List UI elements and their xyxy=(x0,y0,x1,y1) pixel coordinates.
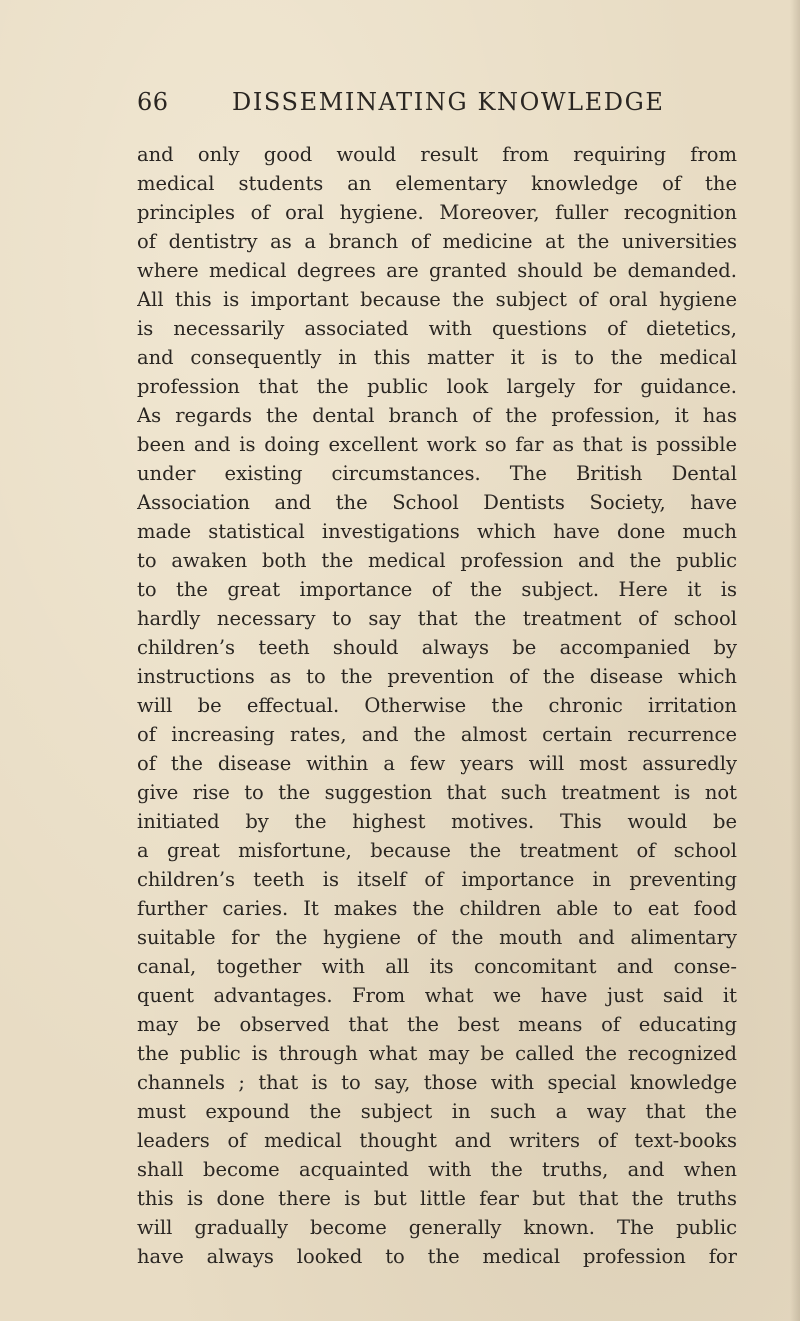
running-head: DISSEMINATING KNOWLEDGE xyxy=(232,88,665,116)
text-line: this is done there is but little fear but that the truths xyxy=(137,1187,737,1210)
text-line: of dentistry as a branch of medicine at the universities xyxy=(137,230,737,253)
text-line: As regards the dental branch of the profession, it has xyxy=(137,404,737,427)
text-line: to the great importance of the subject. Here it is xyxy=(137,578,737,601)
text-line: will be effectual. Otherwise the chronic irritation xyxy=(137,694,737,717)
text-line: of increasing rates, and the almost certain recurrence xyxy=(137,723,737,746)
body-text xyxy=(137,140,737,1271)
text-line: channels ; that is to say, those with special knowledge xyxy=(137,1071,737,1094)
text-line: and consequently in this matter it is to the medical xyxy=(137,346,737,369)
text-line: children’s teeth is itself of importance in preventing xyxy=(137,868,737,891)
text-line: instructions as to the prevention of the disease which xyxy=(137,665,737,688)
text-line: have always looked to the medical profession for xyxy=(137,1245,737,1268)
text-line: and only good would result from requiring from xyxy=(137,143,737,166)
text-line: may be observed that the best means of educating xyxy=(137,1013,737,1036)
text-line: where medical degrees are granted should be demanded. xyxy=(137,259,737,282)
text-line: principles of oral hygiene. Moreover, fuller recognition xyxy=(137,201,737,224)
text-line: been and is doing excellent work so far as that is possible xyxy=(137,433,737,456)
text-line: initiated by the highest motives. This would be xyxy=(137,810,737,833)
text-line: is necessarily associated with questions of dietetics, xyxy=(137,317,737,340)
text-line: shall become acquainted with the truths, and when xyxy=(137,1158,737,1181)
text-line: must expound the subject in such a way that the xyxy=(137,1100,737,1123)
text-line: Association and the School Dentists Society, have xyxy=(137,491,737,514)
text-line: further caries. It makes the children able to eat food xyxy=(137,897,737,920)
text-line: to awaken both the medical profession and the public xyxy=(137,549,737,572)
text-line: made statistical investigations which have done much xyxy=(137,520,737,543)
text-line: of the disease within a few years will most assuredly xyxy=(137,752,737,775)
text-line: suitable for the hygiene of the mouth and alimentary xyxy=(137,926,737,949)
text-line: will gradually become generally known. The public xyxy=(137,1216,737,1239)
text-line: All this is important because the subject of oral hygiene xyxy=(137,288,737,311)
text-line: give rise to the suggestion that such treatment is not xyxy=(137,781,737,804)
text-line: a great misfortune, because the treatment of school xyxy=(137,839,737,862)
text-line: children’s teeth should always be accompanied by xyxy=(137,636,737,659)
page-edge-shadow xyxy=(790,0,800,1321)
text-line: hardly necessary to say that the treatment of school xyxy=(137,607,737,630)
text-line: the public is through what may be called the recognized xyxy=(137,1042,737,1065)
page-number: 66 xyxy=(137,88,169,116)
text-line: canal, together with all its concomitant and conse- xyxy=(137,955,737,978)
text-line: leaders of medical thought and writers of text-books xyxy=(137,1129,737,1152)
text-line: quent advantages. From what we have just said it xyxy=(137,984,737,1007)
text-line: profession that the public look largely for guidance. xyxy=(137,375,737,398)
text-line: under existing circumstances. The British Dental xyxy=(137,462,737,485)
page-header xyxy=(137,88,737,122)
text-line: medical students an elementary knowledge of the xyxy=(137,172,737,195)
